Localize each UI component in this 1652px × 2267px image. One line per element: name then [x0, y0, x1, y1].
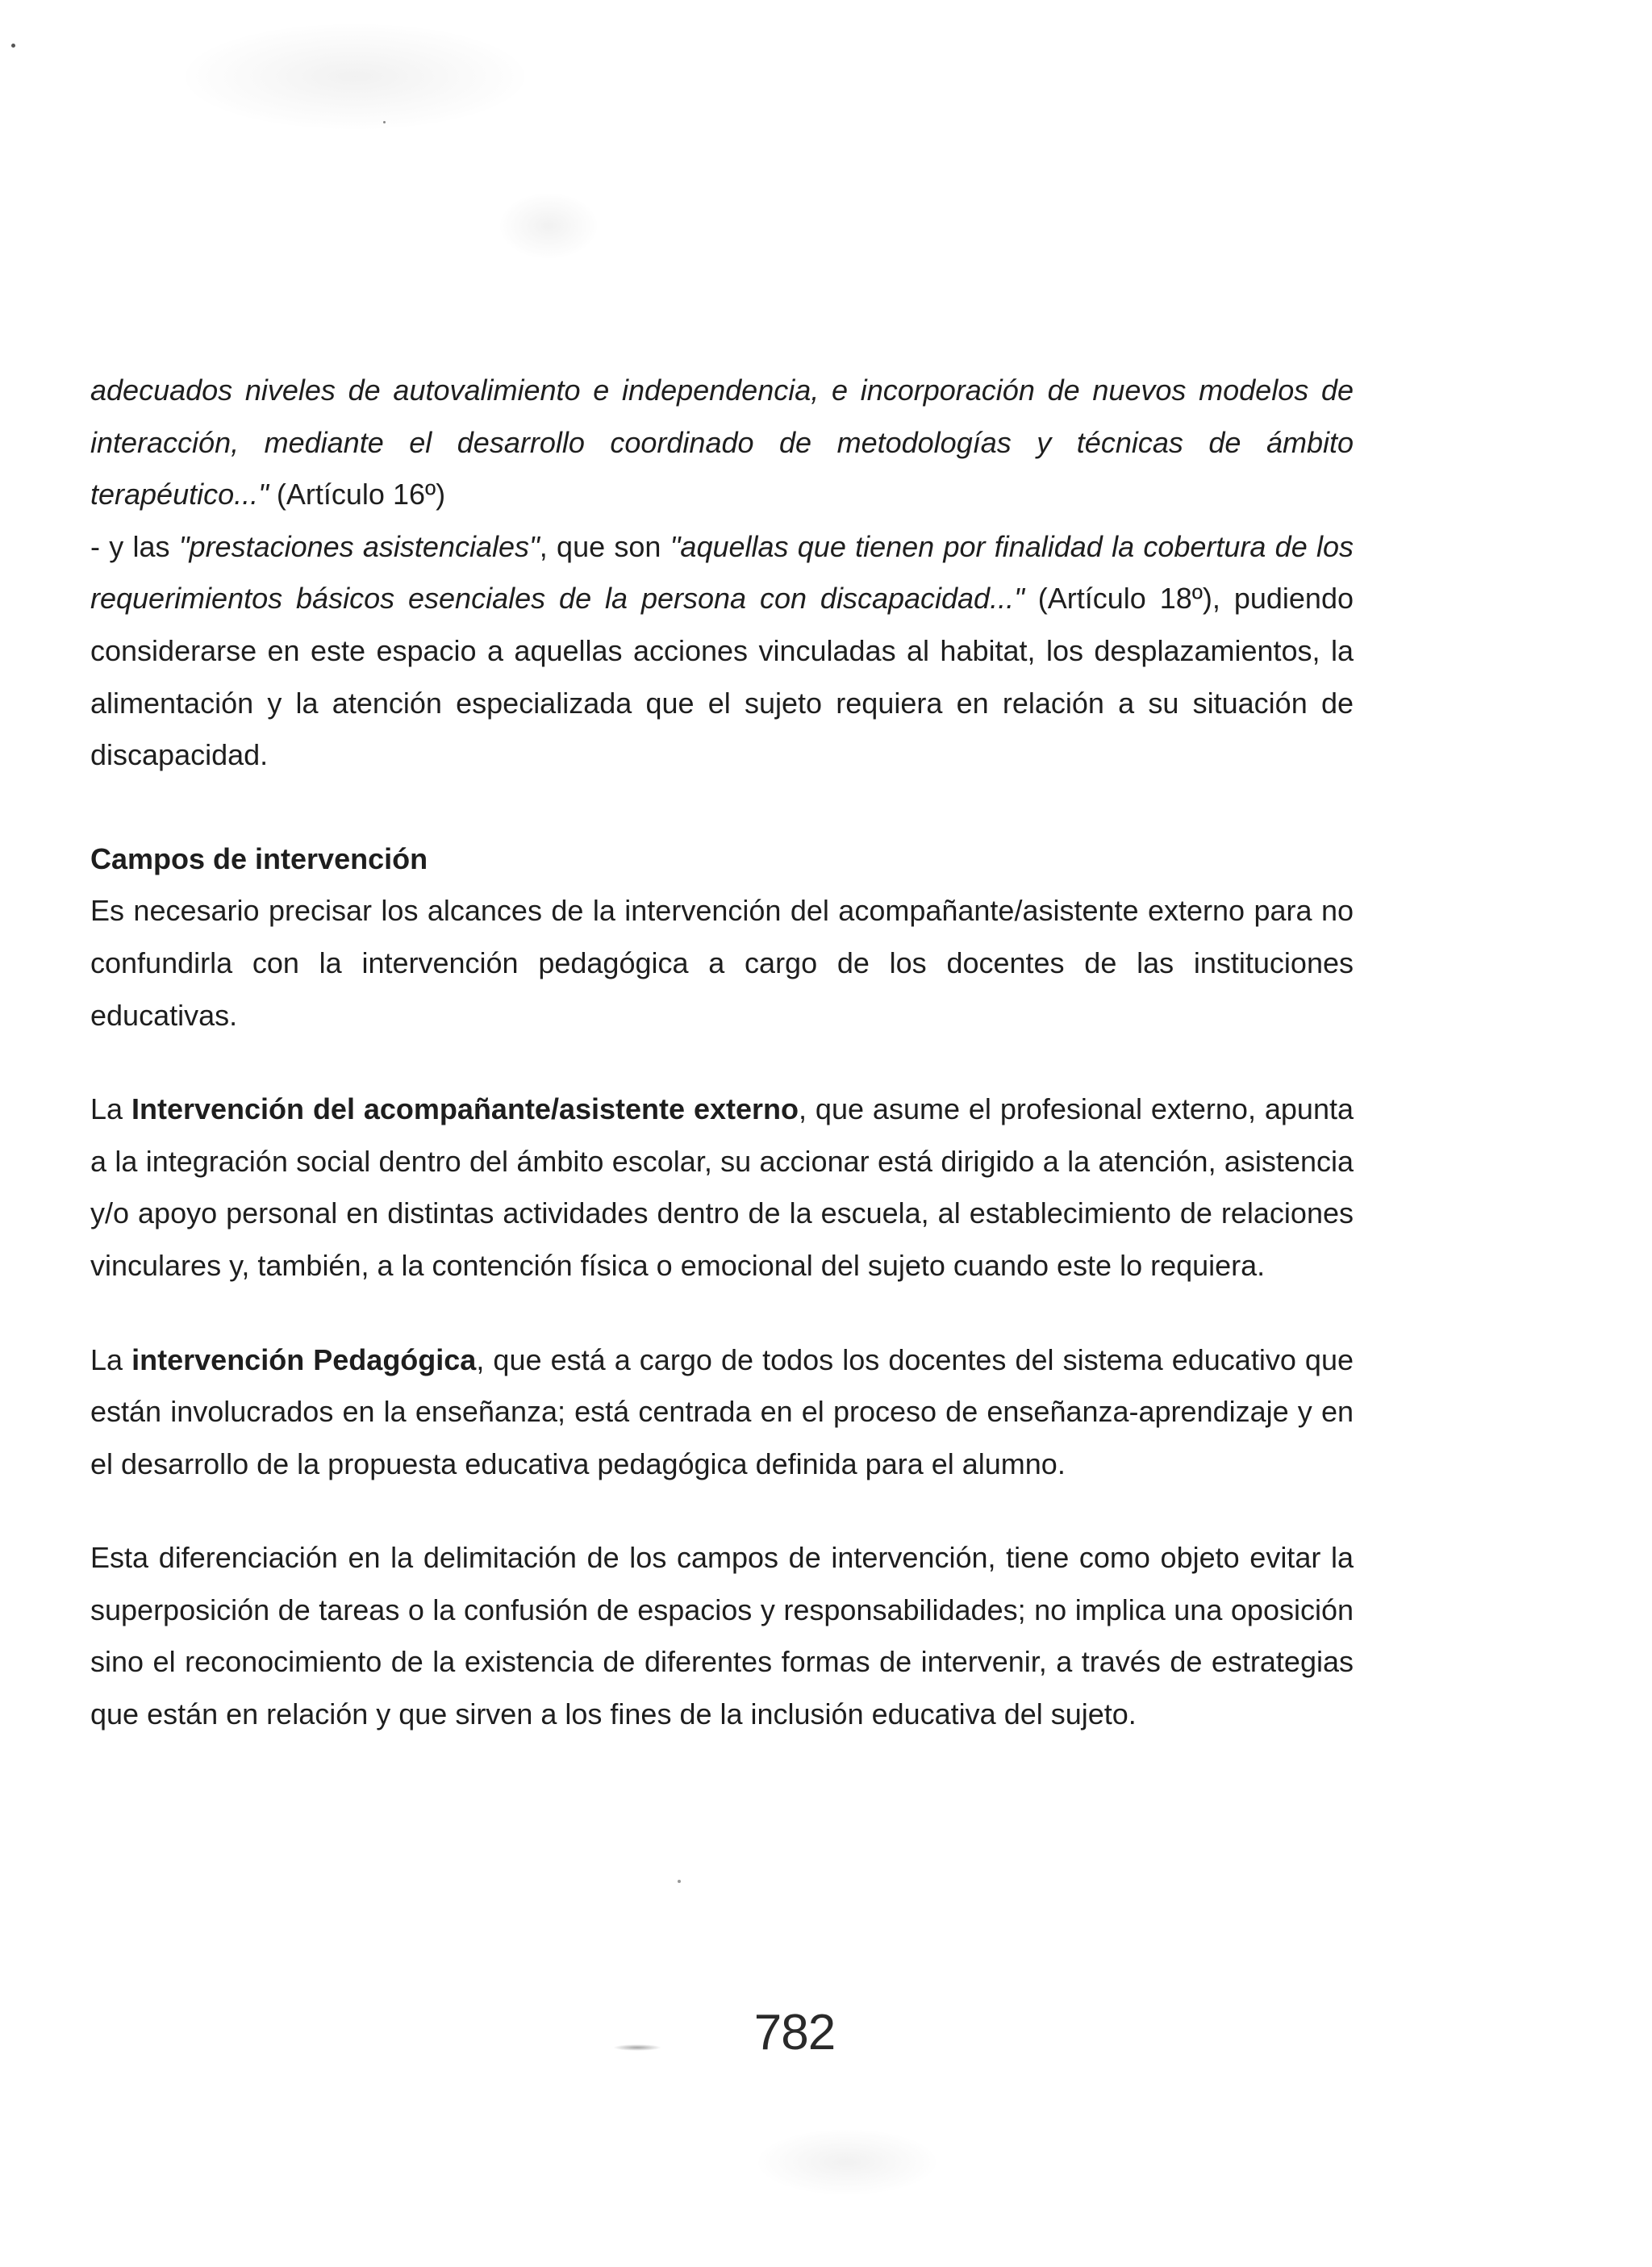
article-reference: (Artículo 16º) [268, 478, 446, 511]
paragraph-diferenciacion: Esta diferenciación en la delimitación de los campos de intervención, tiene como objeto evitar la superposición de tareas o la confusión de espacios y responsabilidades; no implica una oposición sino el reconocimiento de la existencia de diferentes formas de intervenir, a través de estrategias que están en relación y que sirven a los fines de la inclusión educativa del sujeto. [90, 1541, 1354, 1731]
defined-term: "prestaciones asistenciales" [178, 529, 540, 563]
section-heading: Campos de intervención [90, 841, 428, 875]
text-run: La [90, 1092, 131, 1126]
text-run: , que asume el profesional externo, apunta a la integración social dentro del ámbito escolar, su accionar está dirigido a la atención, asistencia y/o apoyo personal en distintas actividades dentro de la escuela, al establecimiento de relaciones vinculares y, también, a la contención física o emocional del sujeto cuando este lo requiera. [90, 1092, 1354, 1282]
scan-artifact [186, 24, 524, 129]
page-number: 782 [753, 2005, 836, 2060]
text-run: - y las [90, 529, 179, 563]
text-run: La [90, 1342, 132, 1376]
document-body [90, 365, 1354, 1741]
scan-artifact [11, 44, 15, 48]
bold-term: Intervención del acompañante/asistente externo [131, 1092, 799, 1126]
scan-artifact [500, 194, 597, 258]
bold-term: intervención Pedagógica [131, 1342, 477, 1376]
text-run: (Artículo 18º), pudiendo considerarse en este espacio a aquellas acciones vinculadas al habitat, los desplazamientos, la alimentación y la atención especializada que el sujeto requiera en relación a su situación de discapacidad. [90, 582, 1354, 772]
quoted-text: adecuados niveles de autovalimiento e independencia, e incorporación de nuevos modelos de interacción, mediante el desarrollo coordinado de metodologías y técnicas de ámbito terapéutico..." [90, 374, 1354, 511]
paragraph-intervencion-pedagogica [90, 1334, 1354, 1491]
scan-artifact [678, 1880, 681, 1883]
text-run: , que está a cargo de todos los docentes del sistema educativo que están involucrados en la enseñanza; está centrada en el proceso de enseñanza-aprendizaje y en el desarrollo de la propuesta educativa pedagógica definida para el alumno. [90, 1342, 1354, 1480]
paragraph-alcances: Es necesario precisar los alcances de la intervención del acompañante/asistente externo para no confundirla con la intervención pedagógica a cargo de los docentes de las instituciones educativas. [90, 894, 1354, 1032]
quoted-text: "aquellas que tienen por finalidad la cobertura de los requerimientos básicos esenciales de la persona con discapacidad..." [90, 529, 1354, 616]
text-run: , que son [539, 529, 670, 563]
paragraph-intervencion-acompanante [90, 1083, 1354, 1292]
scan-artifact [758, 2130, 936, 2194]
paragraph-terapeutico [90, 365, 1354, 521]
scan-artifact [613, 2044, 661, 2051]
paragraph-prestaciones-asistenciales [90, 521, 1354, 782]
scan-artifact [383, 121, 386, 123]
